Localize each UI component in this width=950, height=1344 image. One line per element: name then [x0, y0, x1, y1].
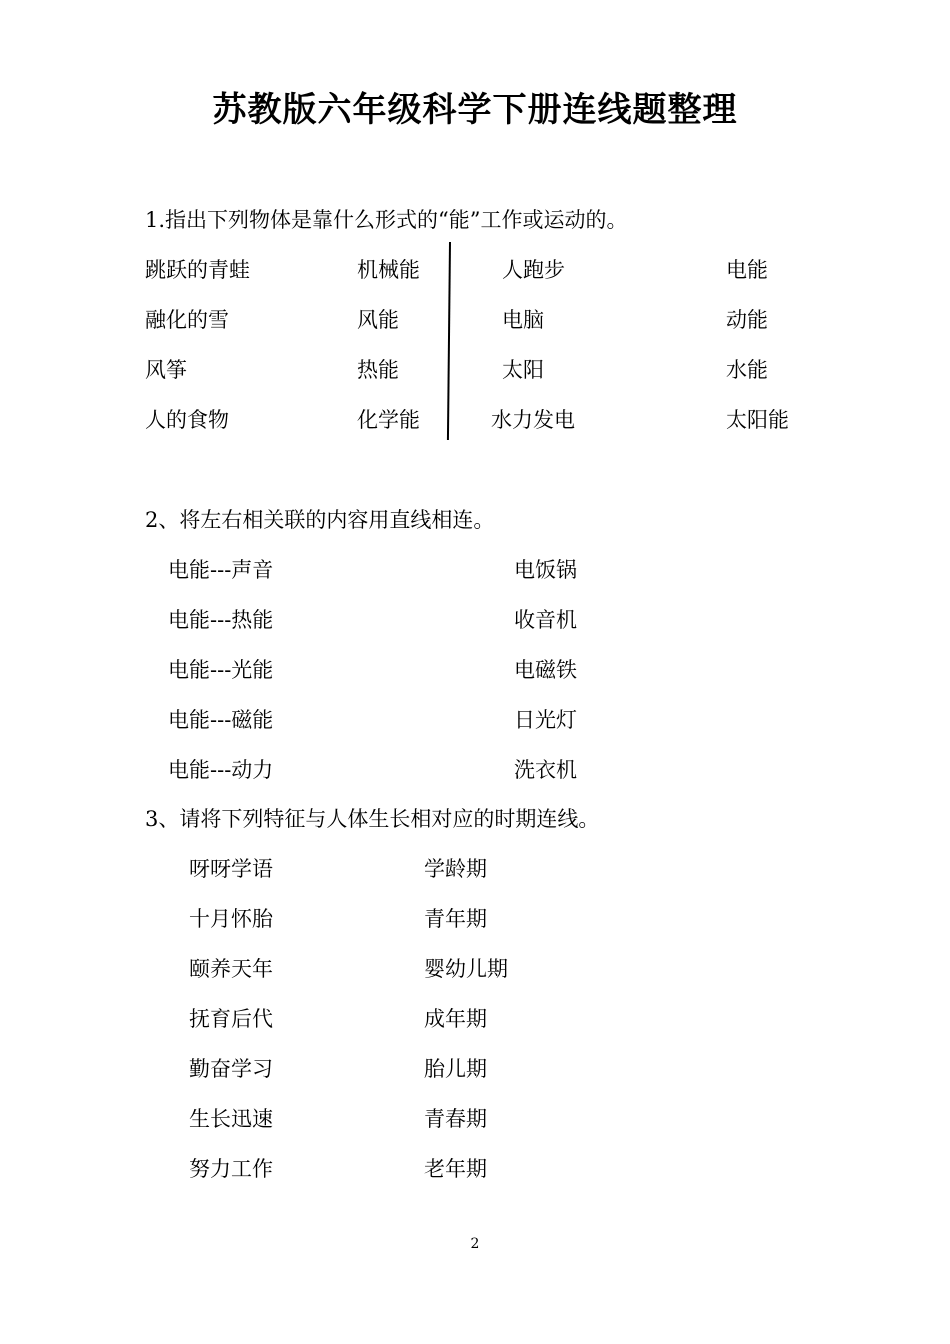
q1-left-energy: 风能 — [357, 308, 399, 332]
q1-right-energy: 动能 — [726, 308, 768, 332]
q2-left-item: 电能---磁能 — [168, 708, 274, 732]
q1-left-item: 人的食物 — [145, 408, 229, 432]
q3-right-item: 青春期 — [424, 1107, 487, 1131]
q1-right-energy: 太阳能 — [726, 408, 789, 432]
q1-divider-line — [447, 242, 451, 440]
q3-left-item: 努力工作 — [189, 1157, 273, 1181]
q2-prompt: 2、将左右相关联的内容用直线相连。 — [145, 508, 495, 532]
q3-right-item: 老年期 — [424, 1157, 487, 1181]
q1-left-energy: 化学能 — [357, 408, 420, 432]
q3-left-item: 呀呀学语 — [189, 857, 273, 881]
q3-left-item: 生长迅速 — [189, 1107, 273, 1131]
page-number: 2 — [470, 1236, 480, 1252]
q1-right-energy: 水能 — [726, 358, 768, 382]
q3-right-item: 成年期 — [424, 1007, 487, 1031]
q1-right-item: 电脑 — [502, 308, 544, 332]
q2-right-item: 日光灯 — [514, 708, 577, 732]
q3-left-item: 十月怀胎 — [189, 907, 273, 931]
q2-right-item: 收音机 — [514, 608, 577, 632]
q3-left-item: 颐养天年 — [189, 957, 273, 981]
q3-left-item: 抚育后代 — [189, 1007, 273, 1031]
q1-left-energy: 机械能 — [357, 258, 420, 282]
q1-prompt: 1.指出下列物体是靠什么形式的“能”工作或运动的。 — [145, 208, 628, 232]
q2-left-item: 电能---热能 — [168, 608, 274, 632]
q3-right-item: 胎儿期 — [424, 1057, 487, 1081]
q3-right-item: 学龄期 — [424, 857, 487, 881]
page-title: 苏教版六年级科学下册连线题整理 — [212, 90, 738, 130]
q1-right-energy: 电能 — [726, 258, 768, 282]
q2-left-item: 电能---动力 — [168, 758, 274, 782]
q2-right-item: 洗衣机 — [514, 758, 577, 782]
q2-right-item: 电磁铁 — [514, 658, 577, 682]
q1-right-item: 人跑步 — [502, 258, 565, 282]
q1-left-item: 融化的雪 — [145, 308, 229, 332]
q3-left-item: 勤奋学习 — [189, 1057, 273, 1081]
q3-prompt: 3、请将下列特征与人体生长相对应的时期连线。 — [145, 807, 600, 831]
q1-left-item: 跳跃的青蛙 — [145, 258, 250, 282]
q2-left-item: 电能---光能 — [168, 658, 274, 682]
q1-left-item: 风筝 — [145, 358, 187, 382]
q2-right-item: 电饭锅 — [514, 558, 577, 582]
q2-left-item: 电能---声音 — [168, 558, 274, 582]
q1-left-energy: 热能 — [357, 358, 399, 382]
q1-right-item: 太阳 — [502, 358, 544, 382]
q3-right-item: 青年期 — [424, 907, 487, 931]
q3-right-item: 婴幼儿期 — [424, 957, 508, 981]
q1-right-item: 水力发电 — [491, 408, 575, 432]
